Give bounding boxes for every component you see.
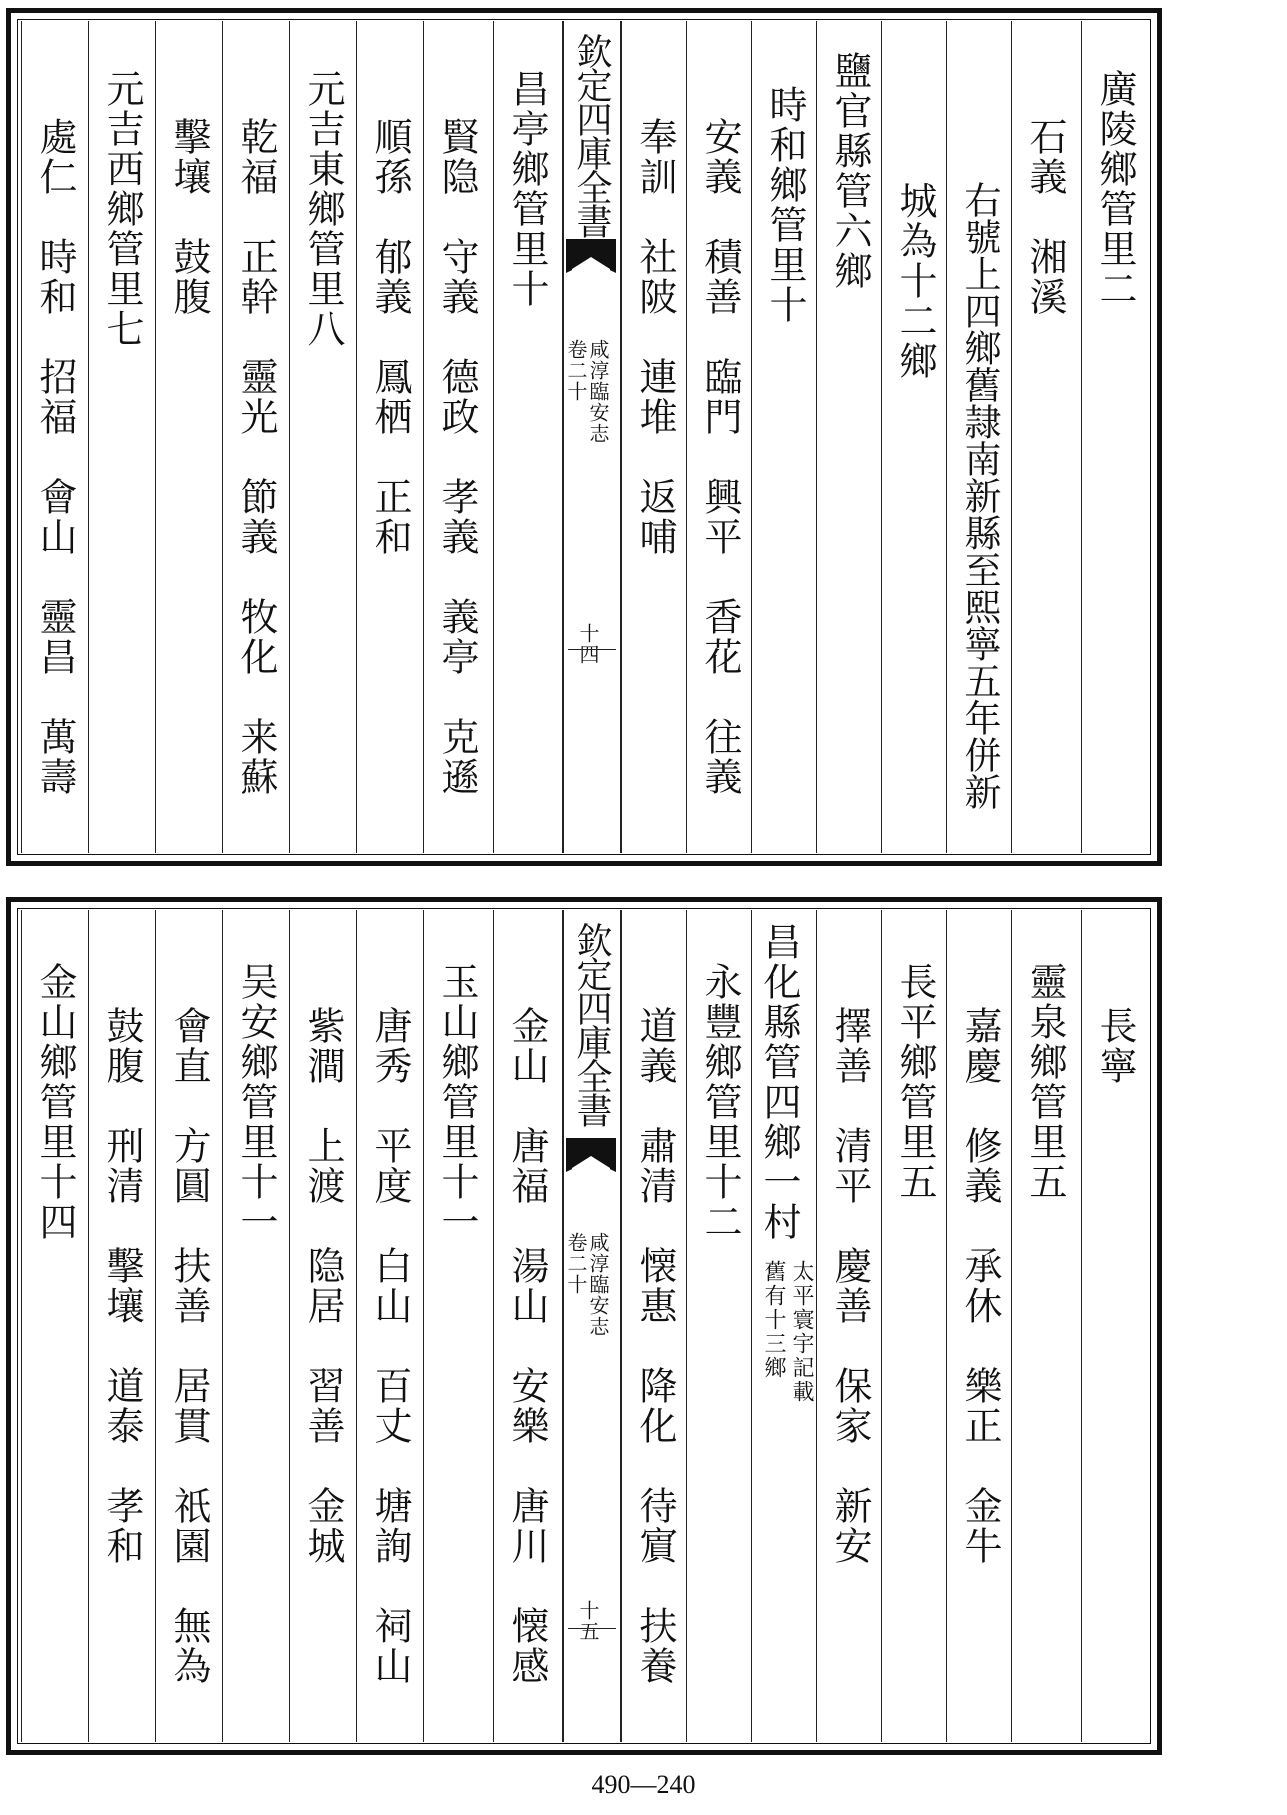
column — [289, 21, 359, 853]
column-text: 奉訓 社陂 連堆 返哺 — [633, 117, 677, 557]
annotation-note: 舊有十三鄉 — [761, 1260, 786, 1380]
column-text: 右號上四鄉舊隷南新縣至熙寧五年併新 — [958, 181, 1001, 810]
column — [155, 910, 225, 1742]
column-text: 擊壤 鼓腹 — [167, 117, 211, 317]
column — [21, 910, 91, 1742]
page-number: 十四 — [576, 623, 600, 665]
book-title: 咸淳臨安志 — [586, 1232, 610, 1337]
column — [88, 910, 158, 1742]
column-text: 金山 唐福 湯山 安樂 唐川 懐感 — [505, 1006, 549, 1686]
column-text: 長平鄉管里五 — [893, 962, 937, 1202]
column-text: 安義 積善 臨門 興平 香花 往義 — [698, 117, 742, 797]
column-text: 嘉慶 修義 承休 樂正 金牛 — [958, 1006, 1002, 1566]
page-footer-number: 490—240 — [591, 1770, 696, 1799]
column — [222, 910, 292, 1742]
column-text: 石義 湘溪 — [1023, 117, 1067, 317]
bottom-page — [6, 897, 1162, 1755]
column — [1081, 21, 1151, 853]
column — [946, 21, 1016, 853]
column — [493, 21, 563, 853]
column-text: 賢隐 守義 德政 孝義 義亭 克遜 — [435, 117, 479, 797]
column — [423, 21, 493, 853]
column-text: 鹽官縣管六鄉 — [828, 51, 872, 291]
column — [1011, 910, 1081, 1742]
column — [751, 21, 821, 853]
column — [816, 21, 886, 853]
column — [289, 910, 359, 1742]
column-text: 鼓腹 刑清 擊壤 道泰 孝和 — [100, 1006, 144, 1566]
column — [751, 910, 821, 1742]
fishtail-mark — [566, 239, 616, 273]
column — [423, 910, 493, 1742]
column-text: 吴安鄉管里十一 — [234, 962, 278, 1242]
fishtail-mark — [566, 1138, 616, 1172]
column-text: 元吉東鄉管里八 — [301, 69, 345, 349]
column-text: 道義 肅清 懐惠 降化 待賔 扶養 — [633, 1006, 677, 1686]
volume-label: 卷二十 — [564, 1232, 588, 1295]
column — [686, 21, 756, 853]
annotation-note: 太平寰宇記載 — [789, 1260, 814, 1404]
column-text: 唐秀 平度 白山 百丈 塘詢 祠山 — [368, 1006, 412, 1686]
column-text: 順孫 郁義 鳳栖 正和 — [368, 117, 412, 557]
column — [356, 910, 426, 1742]
column — [222, 21, 292, 853]
column — [88, 21, 158, 853]
column — [946, 910, 1016, 1742]
column-text: 金山鄉管里十四 — [33, 962, 77, 1242]
center-rule — [568, 649, 616, 650]
column-text: 玉山鄉管里十一 — [435, 962, 479, 1242]
column-text: 元吉西鄉管里七 — [100, 69, 144, 349]
column-text: 靈泉鄉管里五 — [1023, 962, 1067, 1202]
column-text: 長寧 — [1093, 1006, 1137, 1086]
column — [493, 910, 563, 1742]
column-text: 昌化縣管四鄉一村 — [757, 922, 801, 1242]
center-margin — [563, 910, 621, 1742]
book-title: 咸淳臨安志 — [586, 339, 610, 444]
center-title: 欽定四庫全書 — [571, 922, 612, 1126]
column-text: 會直 方圓 扶善 居貫 祇園 無為 — [167, 1006, 211, 1686]
page-number: 十五 — [576, 1600, 600, 1642]
column — [621, 21, 691, 853]
column — [1081, 910, 1151, 1742]
column — [881, 910, 951, 1742]
column-text: 城為十二鄉 — [893, 181, 937, 381]
column-text: 紫澗 上渡 隐居 習善 金城 — [301, 1006, 345, 1566]
column — [621, 910, 691, 1742]
column — [155, 21, 225, 853]
column-text: 昌亭鄉管里十 — [505, 69, 549, 309]
center-margin — [563, 21, 621, 853]
column — [21, 21, 91, 853]
center-title: 欽定四庫全書 — [571, 33, 612, 237]
center-rule — [568, 1628, 616, 1629]
column-text: 永豐鄉管里十二 — [698, 962, 742, 1242]
column — [881, 21, 951, 853]
column — [1011, 21, 1081, 853]
column-text: 廣陵鄉管里二 — [1093, 69, 1137, 309]
column — [816, 910, 886, 1742]
column — [356, 21, 426, 853]
column-text: 時和鄉管里十 — [763, 85, 807, 325]
column-text: 擇善 清平 慶善 保家 新安 — [828, 1006, 872, 1566]
volume-label: 卷二十 — [564, 339, 588, 402]
column-text: 乾福 正幹 靈光 節義 牧化 来蘇 — [234, 117, 278, 797]
column — [686, 910, 756, 1742]
top-page — [6, 8, 1162, 866]
column-text: 處仁 時和 招福 會山 靈昌 萬壽 — [33, 117, 77, 797]
